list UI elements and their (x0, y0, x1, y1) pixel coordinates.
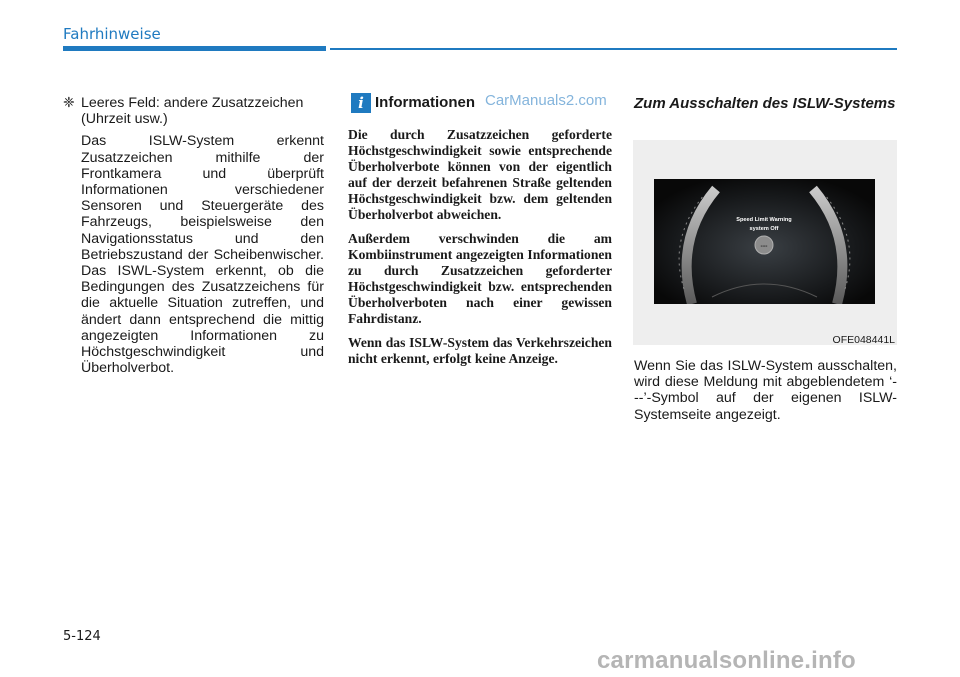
column-left (63, 95, 324, 376)
bullet-item (63, 95, 324, 111)
column-middle (348, 127, 612, 375)
subsection-paragraph: Wenn Sie das ISLW-System ausschalten, wird diese Meldung mit abgeblendetem ‘---’-Symbol auf der eigenen ISLW-Systemseite angezeigt. (634, 358, 897, 423)
instrument-cluster-figure (633, 140, 897, 345)
display-line-1: Speed Limit Warning (736, 217, 792, 223)
watermark-bottom: carmanualsonline.info (597, 647, 856, 674)
bullet-symbol: ❈ (63, 95, 75, 111)
header-rule-thick (63, 46, 326, 51)
info-paragraph-1: Die durch Zusatzzeichen geforderte Höchstgeschwindigkeit sowie entsprechende Überholverbote können von der eigentlich auf der derzeit befahrenen Straße geltenden Höchstgeschwindigkeit bzw. dem geltenden Überholverbot abweichen. (348, 127, 612, 222)
header-rule-thin (330, 48, 897, 50)
cluster-display (654, 179, 875, 304)
info-title: Informationen (375, 94, 475, 111)
bullet-subtext: (Uhrzeit usw.) (81, 111, 168, 128)
cluster-graphic (654, 179, 875, 304)
body-paragraph: Das ISLW-System erkennt Zusatzzeichen mithilfe der Frontkamera und überprüft Informationen verschiedener Sensoren und Steuergeräte des Fahrzeugs, beispielsweise den Navigationsstatus und den Betriebszustand der Scheibenwischer. Das ISWL-System erkennt, ob die Bedingungen des Zusatzzeichens für die aktuelle Situation zutreffen, und ändert dann entsprechend die mittig angezeigten Informationen zu Höchstgeschwindigkeit und Überholverbot. (81, 133, 324, 377)
section-title: Fahrhinweise (63, 25, 161, 43)
subsection-title: Zum Ausschalten des ISLW-Systems (634, 95, 896, 112)
info-i-icon: i (351, 93, 371, 113)
page-number: 5-124 (63, 629, 101, 644)
watermark-top: CarManuals2.com (485, 92, 607, 109)
display-line-2: system Off (749, 226, 779, 232)
figure-code: OFE048441L (832, 334, 895, 346)
info-paragraph-2: Außerdem verschwinden die am Kombiinstrument angezeigten Informationen zu durch Zusatzzeichen geforderter Höchstgeschwindigkeit bzw. entsprechenden Überholverboten nach einer gewissen Fahrdistanz. (348, 231, 612, 326)
display-symbol: --- (760, 243, 768, 250)
info-paragraph-3: Wenn das ISLW-System das Verkehrszeichen nicht erkennt, erfolgt keine Anzeige. (348, 335, 612, 366)
bullet-text: Leeres Feld: andere Zusatzzeichen (81, 95, 304, 111)
